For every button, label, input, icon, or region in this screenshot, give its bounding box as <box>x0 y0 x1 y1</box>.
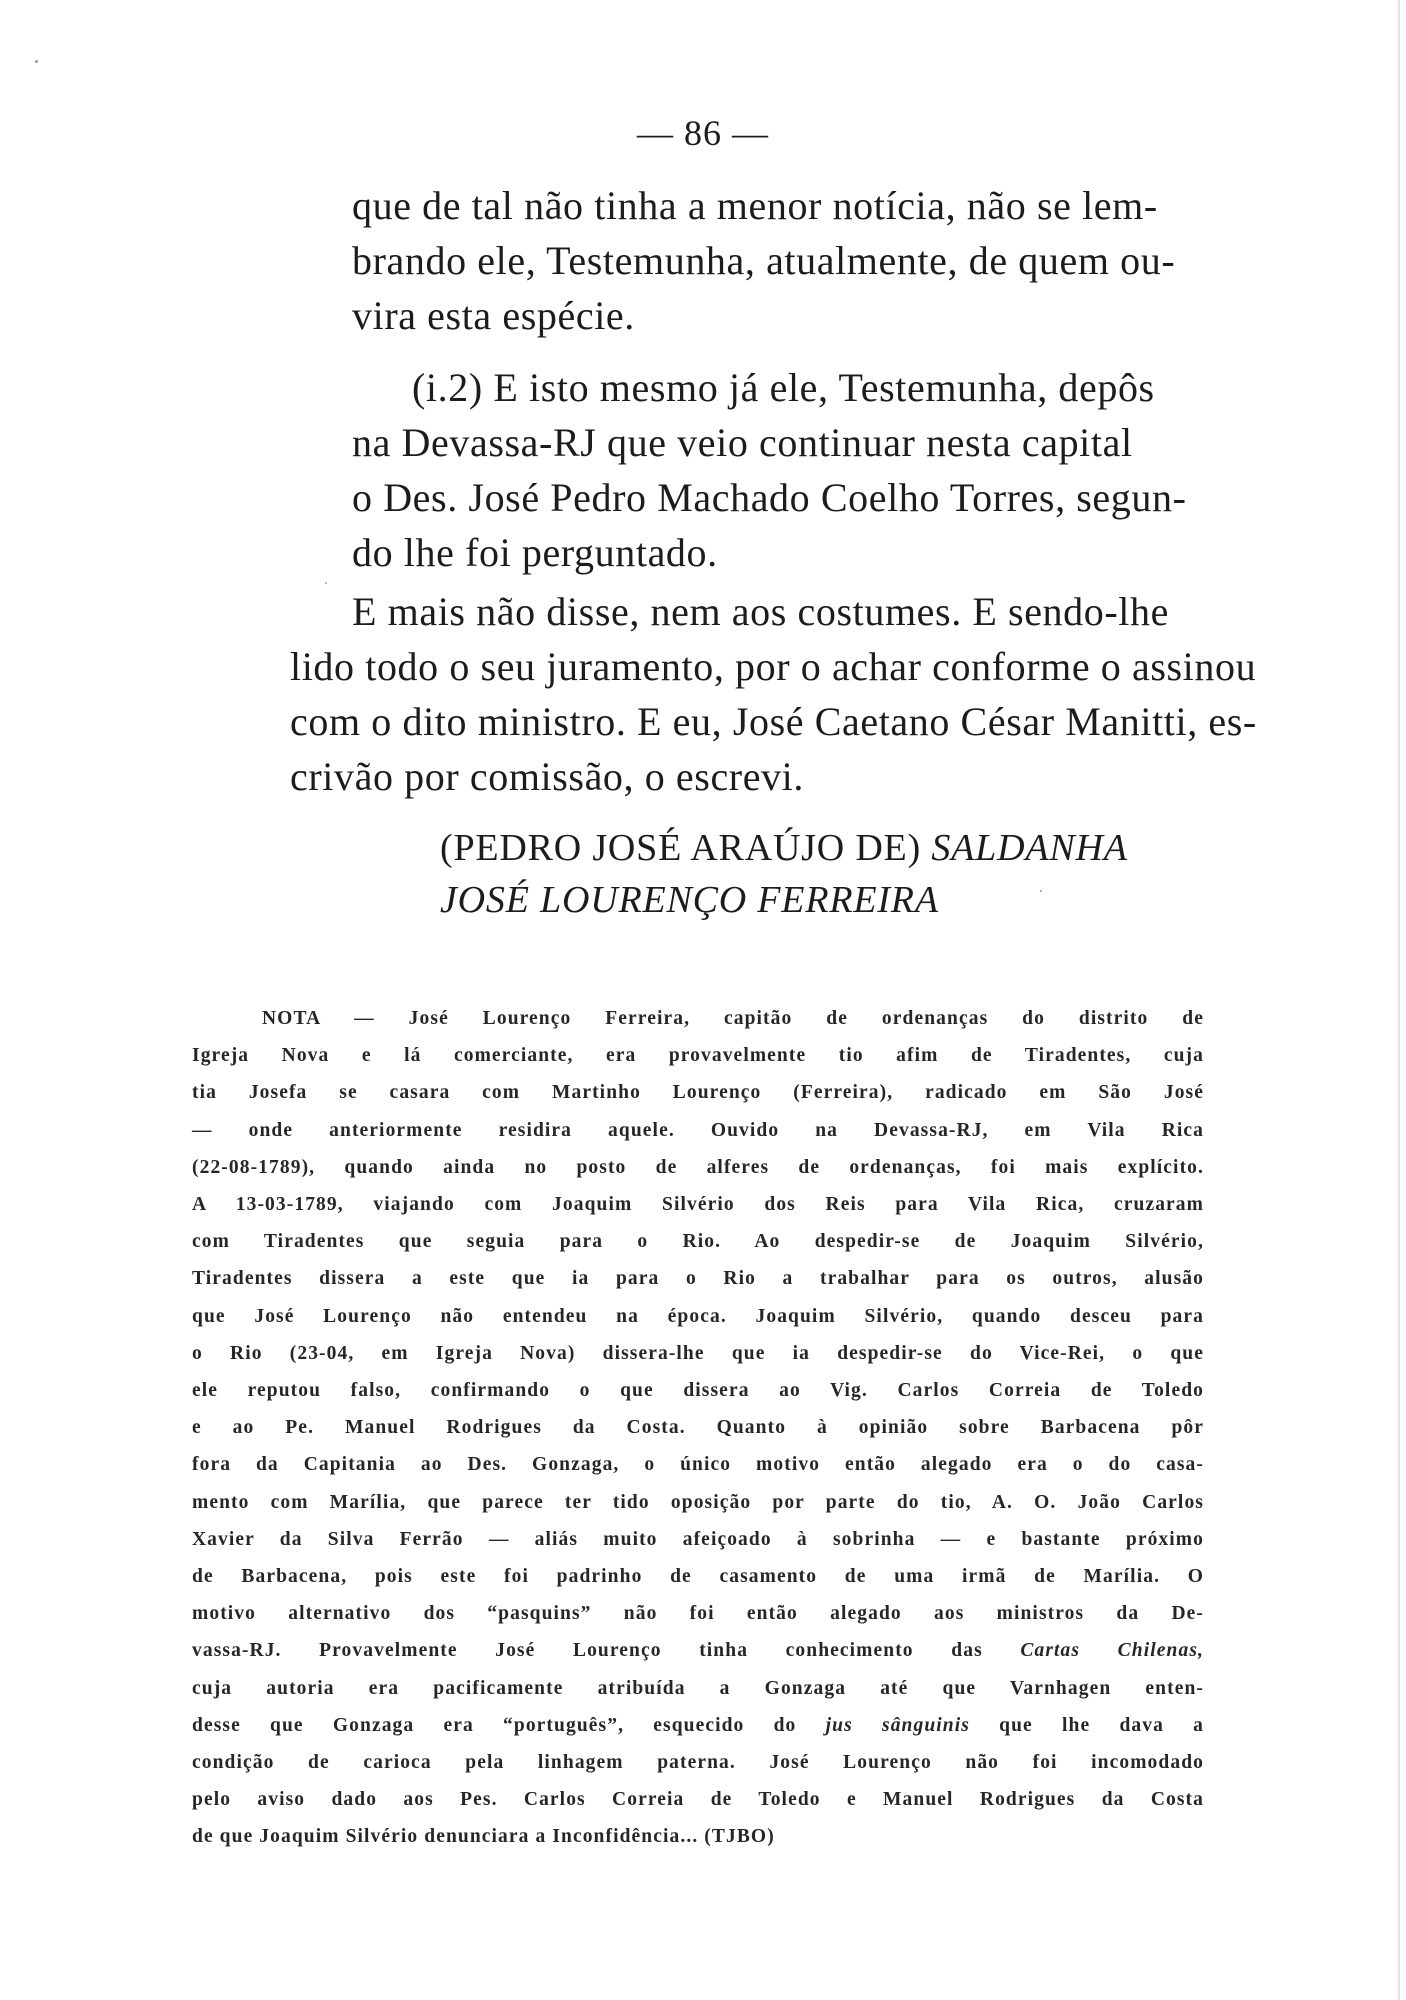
note-line: ele reputou falso, confirmando o que dissera ao Vig. Carlos Correia de Toledo <box>192 1380 1204 1402</box>
text-line: E mais não disse, nem aos costumes. E sendo-lhe <box>352 589 1169 634</box>
note-line: NOTA — José Lourenço Ferreira, capitão de ordenanças do distrito de <box>262 1008 1204 1029</box>
text-line: que de tal não tinha a menor notícia, não se lem- <box>352 183 1158 228</box>
text-line: o Des. José Pedro Machado Coelho Torres, segun- <box>352 475 1187 520</box>
note-line: — onde anteriormente residira aquele. Ouvido na Devassa-RJ, em Vila Rica <box>192 1119 1204 1141</box>
latin-term-italic: jus sânguinis <box>825 1714 970 1736</box>
note-text: desse que Gonzaga era “português”, esquecido do <box>192 1714 797 1736</box>
note-line: Igreja Nova e lá comerciante, era provavelmente tio afim de Tiradentes, cuja <box>192 1045 1204 1067</box>
text-line: vira esta espécie. <box>352 293 635 338</box>
signature-name-regular: (PEDRO JOSÉ ARAÚJO DE) <box>440 827 922 869</box>
note-line: o Rio (23-04, em Igreja Nova) dissera-lhe que ia despedir-se do Vice-Rei, o que <box>192 1342 1204 1364</box>
text-line: brando ele, Testemunha, atualmente, de quem ou- <box>352 238 1176 283</box>
note-line: pelo aviso dado aos Pes. Carlos Correia de Toledo e Manuel Rodrigues da Costa <box>192 1789 1204 1811</box>
note-line: (22-08-1789), quando ainda no posto de alferes de ordenanças, foi mais explícito. <box>192 1156 1204 1178</box>
note-text: vassa-RJ. Provavelmente José Lourenço tinha conhecimento das <box>192 1640 983 1662</box>
signature-block <box>440 822 1128 926</box>
note-line: Tiradentes dissera a este que ia para o Rio a trabalhar para os outros, alusão <box>192 1268 1204 1290</box>
scan-speck <box>35 60 38 63</box>
note-line: motivo alternativo dos “pasquins” não foi então alegado aos ministros da De- <box>192 1603 1204 1625</box>
book-title-italic: Cartas Chilenas, <box>1020 1640 1204 1662</box>
text-line: do lhe foi perguntado. <box>352 530 718 575</box>
note-line: Xavier da Silva Ferrão — aliás muito afeiçoado à sobrinha — e bastante próximo <box>192 1528 1204 1550</box>
text-line: com o dito ministro. E eu, José Caetano César Manitti, es- <box>290 699 1257 744</box>
note-line: fora da Capitania ao Des. Gonzaga, o único motivo então alegado era o do casa- <box>192 1454 1204 1476</box>
note-line: cuja autoria era pacificamente atribuída a Gonzaga até que Varnhagen enten- <box>192 1677 1204 1699</box>
note-line: com Tiradentes que seguia para o Rio. Ao despedir-se de Joaquim Silvério, <box>192 1231 1204 1253</box>
note-line: condição de carioca pela linhagem paterna. José Lourenço não foi incomodado <box>192 1752 1204 1774</box>
page-number: — 86 — <box>637 113 769 153</box>
paragraph-item-i2 <box>352 360 1187 580</box>
note-line: de que Joaquim Silvério denunciara a Inconfidência... (TJBO) <box>192 1826 775 1848</box>
signature-second-name: JOSÉ LOURENÇO FERREIRA <box>440 879 939 921</box>
note-line: mento com Marília, que parece ter tido oposição por parte do tio, A. O. João Carlos <box>192 1491 1204 1513</box>
paragraph-closing <box>290 584 1257 804</box>
scan-page-edge <box>1398 0 1400 2000</box>
note-text: que lhe dava a <box>999 1714 1205 1736</box>
scan-speck <box>325 582 327 584</box>
text-line: (i.2) E isto mesmo já ele, Testemunha, depôs <box>412 365 1155 410</box>
text-line: na Devassa-RJ que veio continuar nesta capital <box>352 420 1133 465</box>
text-line: lido todo o seu juramento, por o achar conforme o assinou <box>290 644 1257 689</box>
footnote-nota <box>192 1000 1204 1856</box>
signature-name-italic: SALDANHA <box>931 827 1128 869</box>
note-line <box>192 1632 1204 1669</box>
note-line: A 13-03-1789, viajando com Joaquim Silvério dos Reis para Vila Rica, cruzaram <box>192 1194 1204 1216</box>
note-line: e ao Pe. Manuel Rodrigues da Costa. Quanto à opinião sobre Barbacena pôr <box>192 1417 1204 1439</box>
note-line: de Barbacena, pois este foi padrinho de casamento de uma irmã de Marília. O <box>192 1566 1204 1588</box>
note-line <box>192 1707 1204 1744</box>
paragraph-testimony-continuation <box>352 178 1175 343</box>
note-line: tia Josefa se casara com Martinho Lourenço (Ferreira), radicado em São José <box>192 1082 1204 1104</box>
text-line: crivão por comissão, o escrevi. <box>290 754 804 799</box>
note-line: que José Lourenço não entendeu na época. Joaquim Silvério, quando desceu para <box>192 1305 1204 1327</box>
scan-speck <box>1040 890 1042 892</box>
